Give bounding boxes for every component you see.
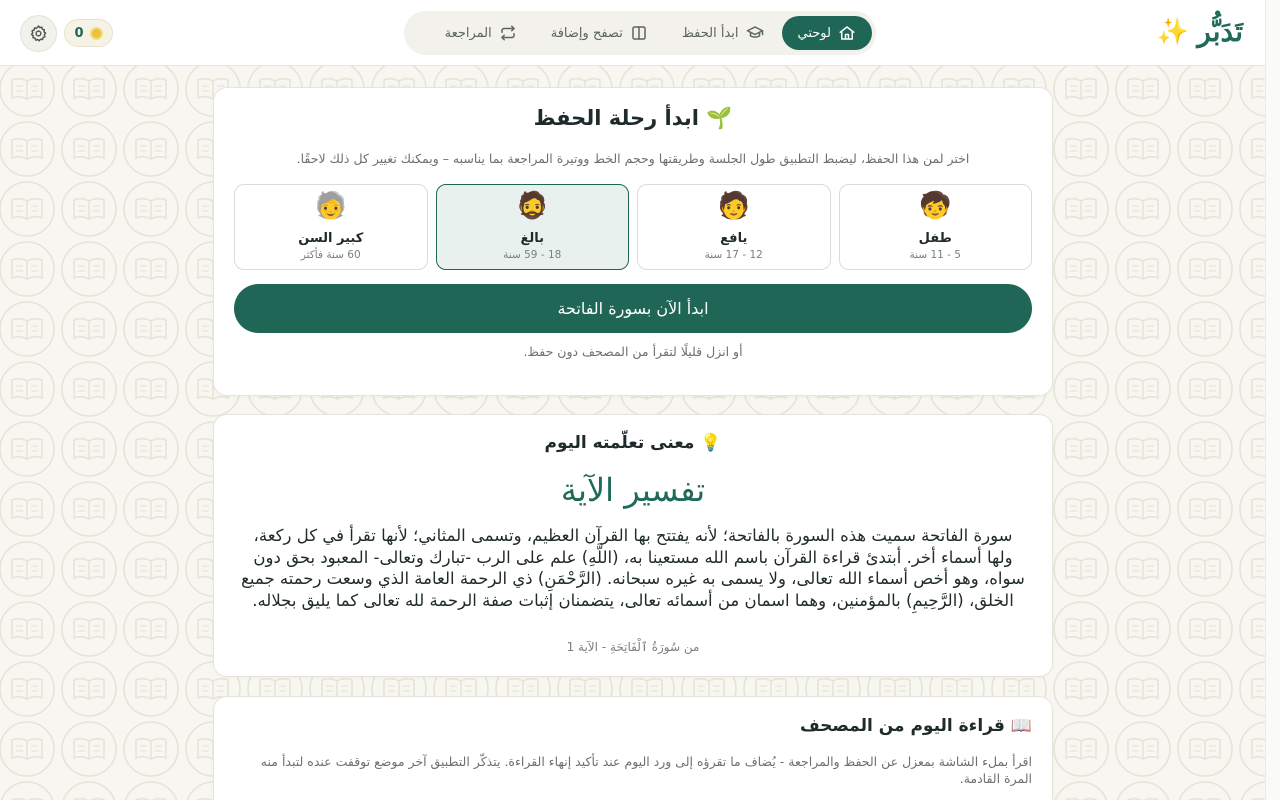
daily-meaning-title: 💡 معنى تعلّمته اليوم xyxy=(544,433,722,453)
repeat-icon xyxy=(499,24,517,42)
tafsir-source: من سُورَةُ ٱلْفَاتِحَةِ - الآية 1 xyxy=(566,640,700,654)
age-option-range: 60 سنة فأكثر xyxy=(300,249,361,261)
daily-reading-description: اقرأ بملء الشاشة بمعزل عن الحفظ والمراجعة - يُضاف ما تقرؤه إلى ورد اليوم عند تأكيد إنهاء القراءة. يتذكّر التطبيق آخر موضع توقفت عنده لتبدأ منه المرة القادمة. xyxy=(260,754,1032,786)
start-fatiha-button[interactable]: ابدأ الآن بسورة الفاتحة xyxy=(234,284,1032,333)
tab-review[interactable] xyxy=(429,16,533,50)
senior-icon: 🧓 xyxy=(314,191,347,221)
coins-count: 0 xyxy=(74,25,84,41)
age-option-name: يافع xyxy=(720,231,748,246)
age-group-selector xyxy=(234,184,1032,271)
onboarding-subtitle: اختر لمن هذا الحفظ، ليضبط التطبيق طول الجلسة وطريقتها وحجم الخط ووتيرة المراجعة بما يناسبه – ويمكنك تغيير كل ذلك لاحقًا. xyxy=(296,151,970,166)
tab-start-memorize[interactable] xyxy=(666,16,780,50)
sparkle-icon: ✨ xyxy=(1156,17,1190,47)
teen-icon: 🧑 xyxy=(717,191,750,221)
onboarding-title: 🌱 ابدأ رحلة الحفظ xyxy=(533,106,733,130)
coin-icon xyxy=(90,27,103,40)
age-option-teen[interactable] xyxy=(637,184,831,270)
settings-button[interactable] xyxy=(20,15,57,52)
tab-start-memorize-label: ابدأ الحفظ xyxy=(681,25,739,41)
onboarding-card xyxy=(213,87,1053,396)
tafsir-heading: تفسير الآية xyxy=(560,471,706,509)
age-option-name: كبير السن xyxy=(298,231,364,246)
age-option-range: 18 - 59 سنة xyxy=(503,249,562,261)
tab-dashboard[interactable] xyxy=(782,16,872,50)
top-bar xyxy=(0,0,1265,66)
scrollbar[interactable] xyxy=(1265,0,1280,800)
age-option-name: طفل xyxy=(918,231,952,246)
tab-review-label: المراجعة xyxy=(444,25,492,41)
child-icon: 🧒 xyxy=(919,191,952,221)
coins-badge[interactable] xyxy=(64,19,113,47)
age-option-adult[interactable] xyxy=(436,184,630,270)
graduation-cap-icon xyxy=(746,24,764,42)
daily-reading-card xyxy=(213,696,1053,800)
daily-reading-title: 📖 قراءة اليوم من المصحف xyxy=(799,716,1032,736)
age-option-range: 12 - 17 سنة xyxy=(704,249,763,261)
gear-icon xyxy=(29,24,48,43)
tafsir-text: سورة الفاتحة سميت هذه السورة بالفاتحة؛ لأنه يفتتح بها القرآن العظيم، وتسمى المثاني؛ لأنها تقرأ في كل ركعة، ولها أسماء أخر. أبتدئ قراءة القرآن باسم الله مستعينا به، (اللَّهِ) علم على الرب -تبارك وتعالى- المعبود بحق دون سواه، وهو أخص أسماء الله تعالى، ولا يسمى به غيره سبحانه. (الرَّحْمَنِ) ذي الرحمة العامة الذي وسعت رحمته جميع الخلق، (الرَّحِيمِ) بالمؤمنين، وهما اسمان من أسمائه تعالى، يتضمنان إثبات صفة الرحمة لله تعالى كما يليق بجلاله. xyxy=(241,526,1025,610)
home-icon xyxy=(838,24,856,42)
age-option-child[interactable] xyxy=(839,184,1033,270)
app-logo[interactable] xyxy=(1157,12,1243,52)
age-option-senior[interactable] xyxy=(234,184,428,270)
tab-dashboard-label: لوحتي xyxy=(797,25,831,41)
age-option-range: 5 - 11 سنة xyxy=(909,249,961,261)
age-option-name: بالغ xyxy=(520,231,545,246)
logo-text: تَدَبُّر xyxy=(1197,15,1243,48)
book-columns-icon xyxy=(630,24,648,42)
tab-browse-add-label: تصفح وإضافة xyxy=(550,25,623,41)
main-nav xyxy=(404,11,876,55)
daily-meaning-card xyxy=(213,414,1053,677)
adult-icon: 🧔 xyxy=(516,191,549,221)
tab-browse-add[interactable] xyxy=(535,16,664,50)
read-without-memorize-link[interactable]: أو انزل قليلًا لتقرأ من المصحف دون حفظ. xyxy=(523,344,743,359)
